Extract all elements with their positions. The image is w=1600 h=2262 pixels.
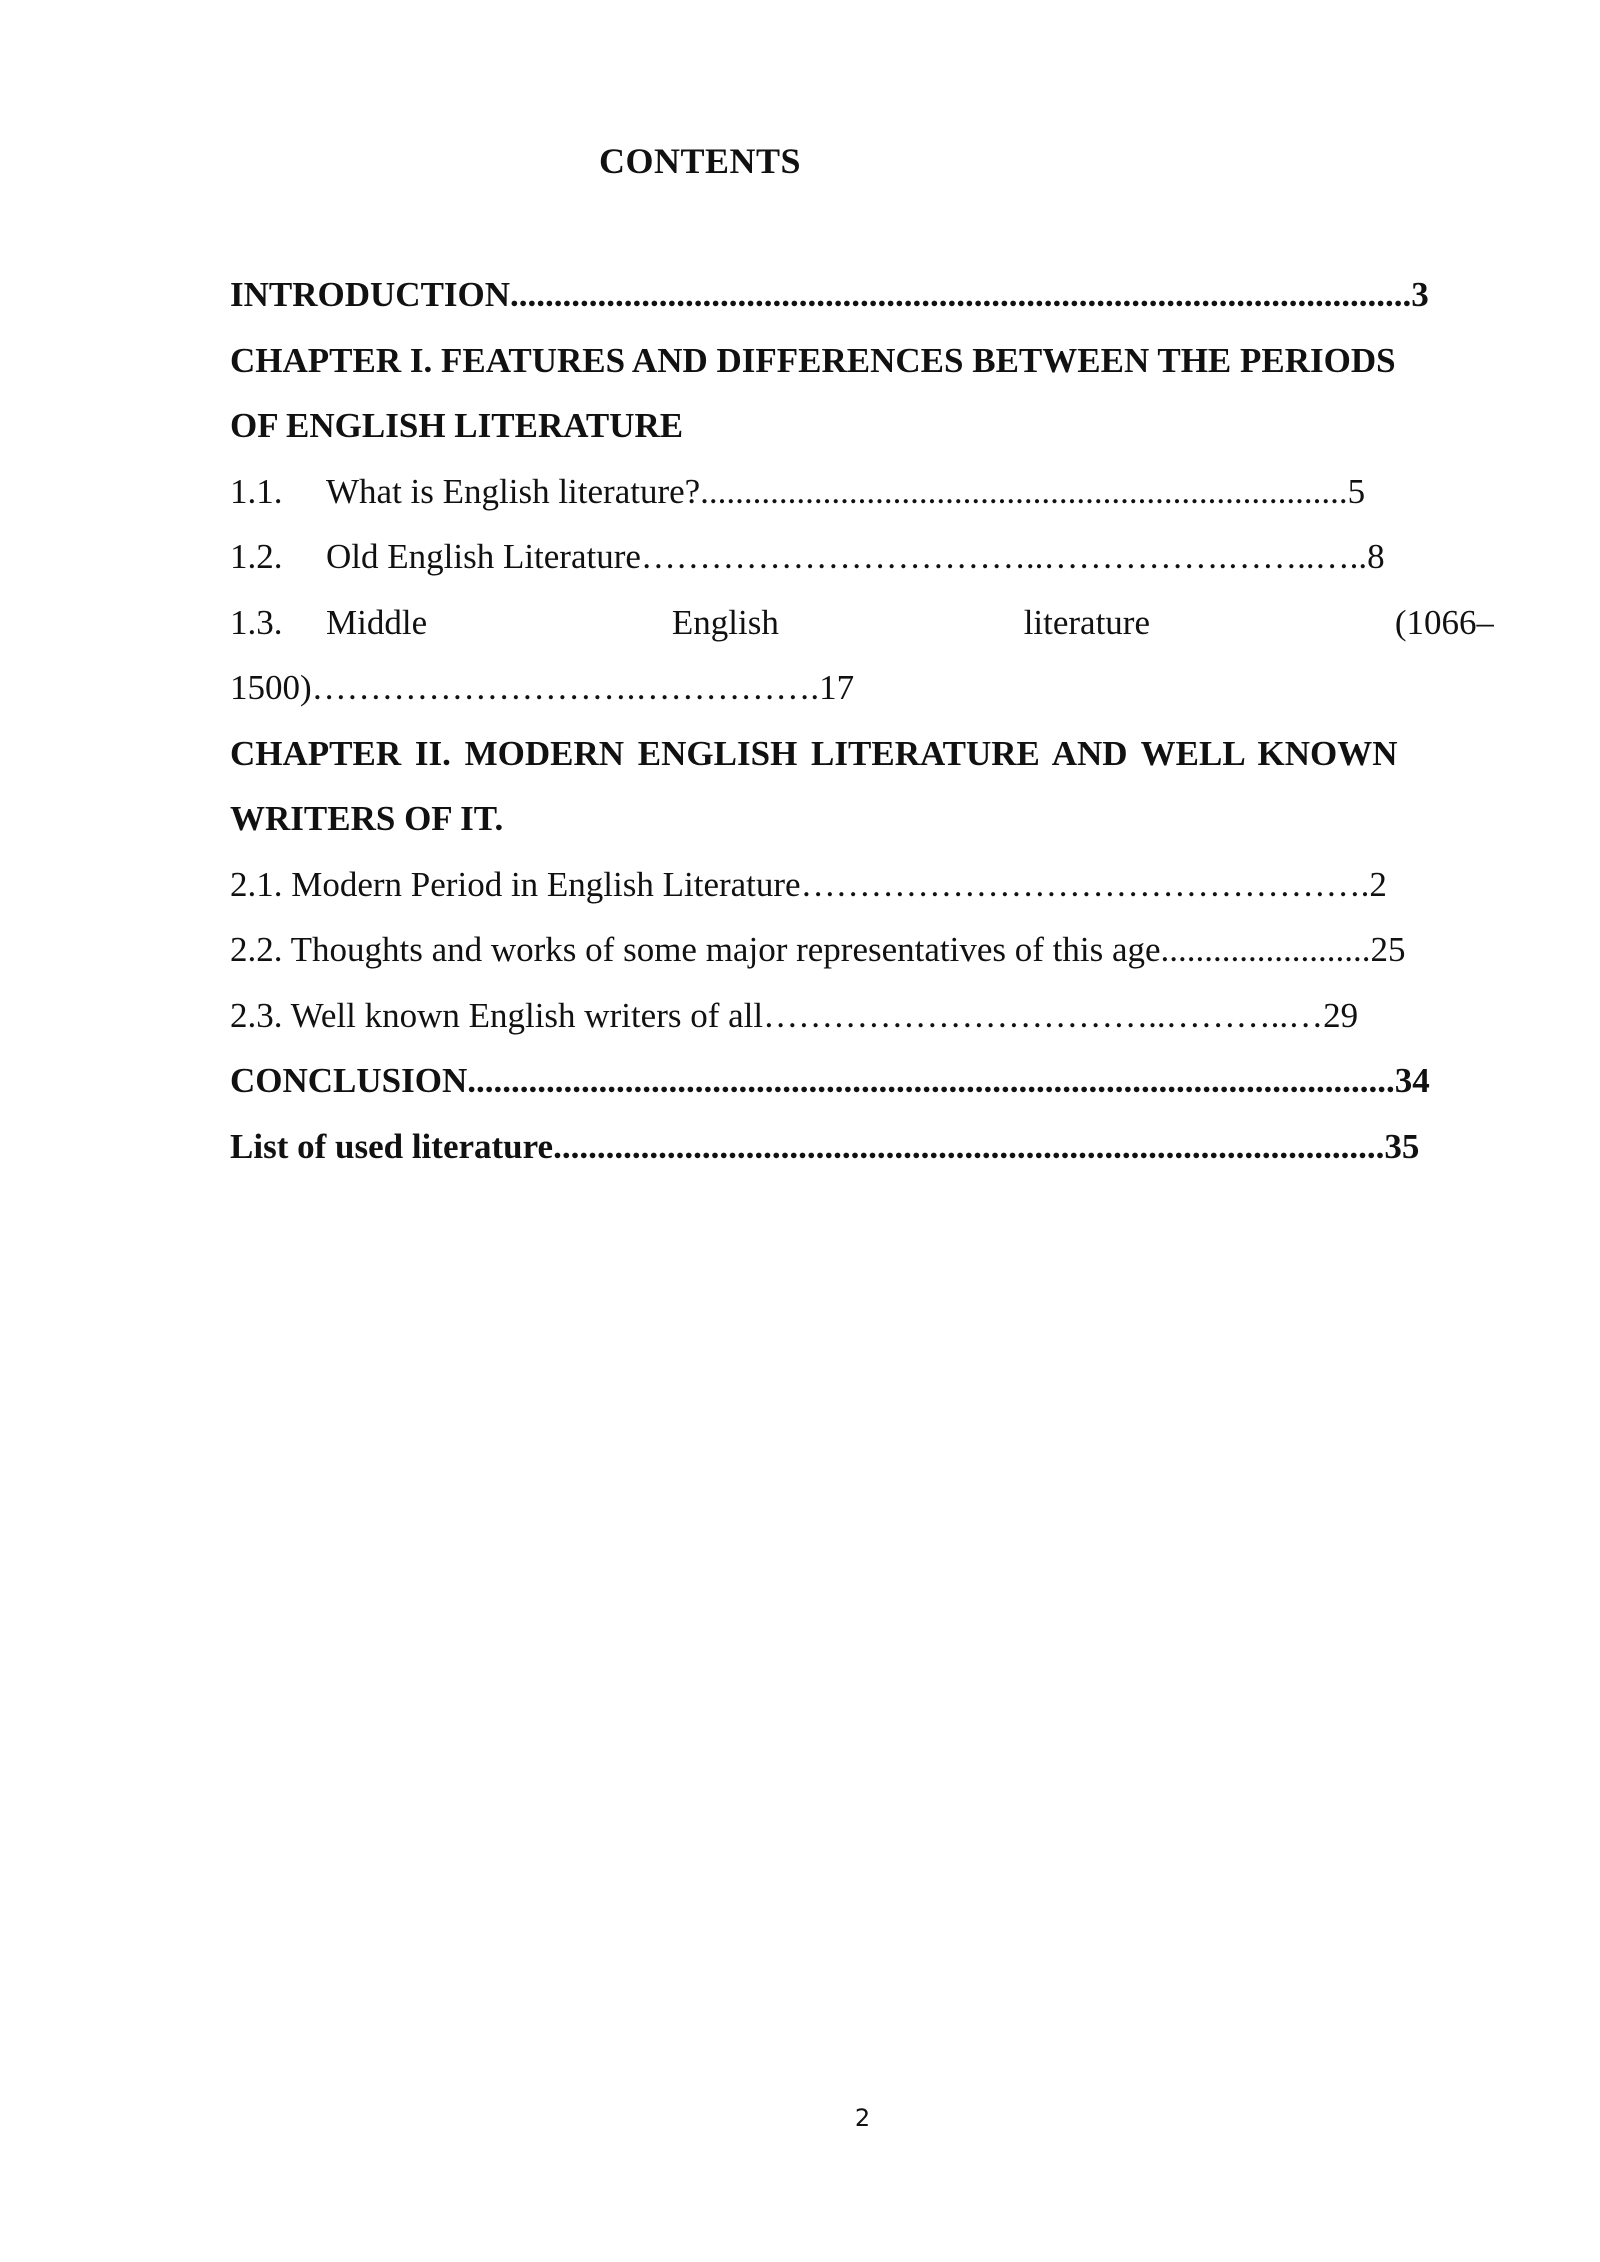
toc-entry-chapter-2-heading-cont — [230, 786, 1494, 852]
toc-entry-chapter-1-heading-cont — [230, 393, 1494, 459]
table-of-contents — [230, 262, 1494, 1179]
toc-entry-number: 1.3. — [230, 602, 283, 642]
toc-entry-number: 1.2. — [230, 537, 283, 576]
toc-entry-justified-words — [326, 590, 1494, 656]
toc-entry-text: List of used literature...............................................................................................35 — [230, 1126, 1420, 1166]
toc-entry-text: 2.2. Thoughts and works of some major representatives of this age........................25 — [230, 930, 1406, 969]
toc-word: (1066– — [1394, 602, 1494, 642]
toc-entry-chapter-1-heading — [230, 328, 1494, 394]
toc-entry-text: 2.3. Well known English writers of all……………………………..………..…29 — [230, 995, 1359, 1035]
toc-word: Middle — [326, 602, 428, 642]
toc-entry-text: CHAPTER II. MODERN ENGLISH LITERATURE AND WELL KNOWN — [230, 733, 1398, 773]
toc-entry-1-1 — [230, 459, 1494, 525]
toc-entry-text: Old English Literature……………………………..…………….……..…..8 — [326, 537, 1385, 576]
toc-entry-text: 1500)……………………….…………….17 — [230, 668, 855, 707]
toc-entry-number: 1.1. — [230, 471, 283, 511]
toc-entry-1-2 — [230, 524, 1494, 590]
toc-entry-text: INTRODUCTION.......................................................................................................3 — [230, 275, 1429, 314]
toc-entry-1-3 — [230, 590, 1494, 656]
toc-entry-2-3 — [230, 983, 1494, 1049]
toc-entry-conclusion — [230, 1048, 1494, 1114]
toc-entry-2-2 — [230, 917, 1494, 983]
toc-entry-chapter-2-heading — [230, 721, 1494, 787]
toc-entry-text: What is English literature?..........................................................................5 — [326, 471, 1366, 511]
toc-entry-text: CHAPTER I. FEATURES AND DIFFERENCES BETWEEN THE PERIODS — [230, 340, 1396, 380]
page-title: CONTENTS — [598, 141, 802, 181]
toc-entry-literature-list — [230, 1114, 1494, 1180]
toc-word: English — [671, 602, 779, 642]
toc-entry-2-1 — [230, 852, 1494, 918]
toc-entry-text: OF ENGLISH LITERATURE — [230, 406, 684, 445]
toc-entry-introduction — [230, 262, 1494, 328]
toc-entry-text: WRITERS OF IT. — [230, 799, 504, 838]
toc-entry-text: CONCLUSION..........................................................................................................34 — [230, 1061, 1430, 1100]
toc-entry-text: 2.1. Modern Period in English Literature………………………………………….2 — [230, 864, 1387, 904]
page-number: 2 — [854, 2104, 871, 2132]
toc-entry-1-3-cont — [230, 655, 1494, 721]
toc-word: literature — [1023, 602, 1150, 642]
